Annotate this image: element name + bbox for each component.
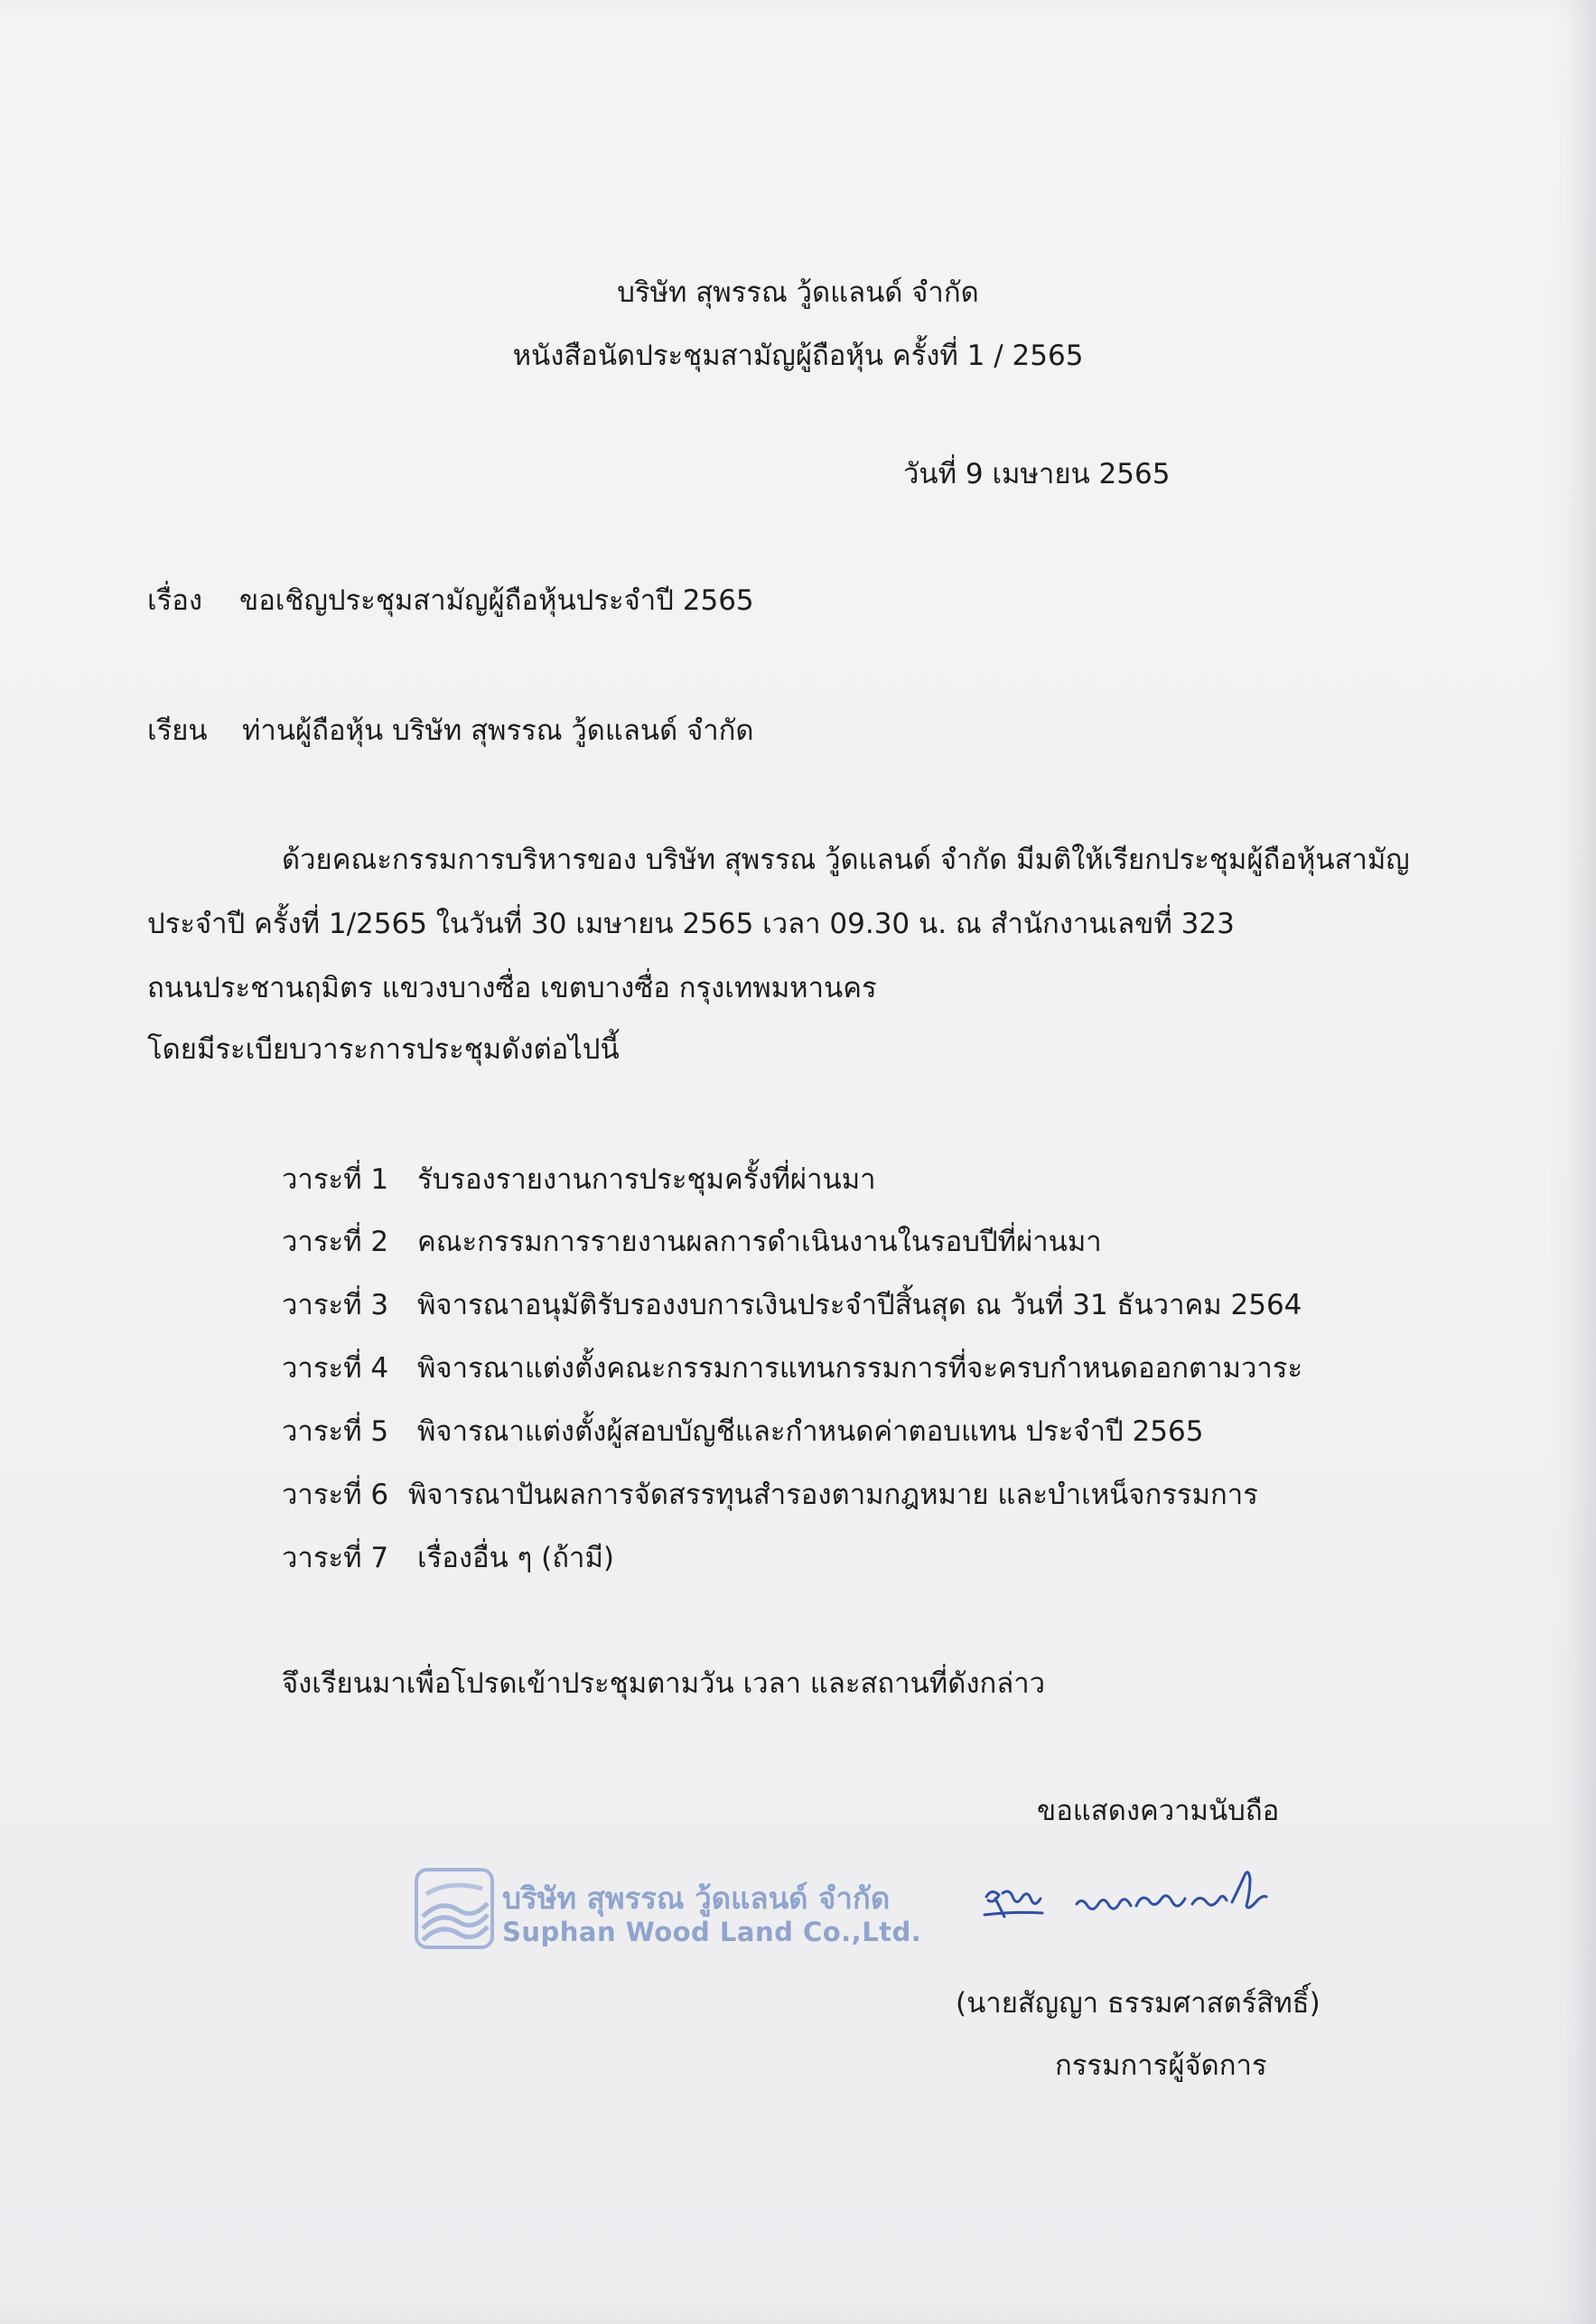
subject-text: ขอเชิญประชุมสามัญผู้ถือหุ้นประจำปี 2565 [239,584,754,617]
signatory-position: กรรมการผู้จัดการ [1055,2049,1267,2082]
closing-invitation: จึงเรียนมาเพื่อโปรดเข้าประชุมตามวัน เวลา และสถานที่ดังกล่าว [282,1667,1046,1700]
recipient-label: เรียน [147,714,208,747]
agenda-label-5: วาระที่ 5 [282,1415,389,1448]
body-line-3: ถนนประชานฤมิตร แขวงบางซื่อ เขตบางซื่อ กรุงเทพมหานคร [147,972,877,1004]
agenda-text-7: เรื่องอื่น ๆ (ถ้ามี) [417,1542,614,1574]
company-stamp [502,1881,921,1947]
agenda-label-6: วาระที่ 6 [282,1479,389,1511]
agenda-label-7: วาระที่ 7 [282,1542,389,1574]
stamp-english-name: Suphan Wood Land Co.,Ltd. [502,1917,922,1947]
document-date: วันที่ 9 เมษายน 2565 [903,458,1171,490]
agenda-text-6: พิจารณาปันผลการจัดสรรทุนสำรองตามกฎหมาย และบำเหน็จกรรมการ [408,1479,1258,1511]
notice-title: หนังสือนัดประชุมสามัญผู้ถือหุ้น ครั้งที่ 1 / 2565 [512,340,1084,372]
body-line-4: โดยมีระเบียบวาระการประชุมดังต่อไปนี้ [147,1033,620,1066]
recipient-text: ท่านผู้ถือหุ้น บริษัท สุพรรณ วู้ดแลนด์ จำกัด [242,714,754,747]
agenda-label-1: วาระที่ 1 [282,1163,389,1196]
agenda-text-2: คณะกรรมการรายงานผลการดำเนินงานในรอบปีที่ผ่านมา [417,1226,1102,1258]
agenda-text-3: พิจารณาอนุมัติรับรองงบการเงินประจำปีสิ้นสุด ณ วันที่ 31 ธันวาคม 2564 [417,1289,1302,1321]
agenda-label-2: วาระที่ 2 [282,1226,389,1258]
body-line-1: ด้วยคณะกรรมการบริหารของ บริษัท สุพรรณ วู้ดแลนด์ จำกัด มีมติให้เรียกประชุมผู้ถือหุ้นสามัญ [282,844,1410,876]
company-name: บริษัท สุพรรณ วู้ดแลนด์ จำกัด [617,276,979,309]
body-line-2: ประจำปี ครั้งที่ 1/2565 ในวันที่ 30 เมษายน 2565 เวลา 09.30 น. ณ สำนักงานเลขที่ 323 [147,908,1235,940]
signatory-name: (นายสัญญา ธรรมศาสตร์สิทธิ์) [956,1987,1321,2020]
company-stamp-logo-icon [414,1867,495,1950]
agenda-label-3: วาระที่ 3 [282,1289,389,1321]
agenda-text-4: พิจารณาแต่งตั้งคณะกรรมการแทนกรรมการที่จะครบกำหนดออกตามวาระ [417,1352,1303,1385]
closing-regards: ขอแสดงความนับถือ [1037,1795,1280,1827]
agenda-text-1: รับรองรายงานการประชุมครั้งที่ผ่านมา [417,1163,876,1196]
subject-label: เรื่อง [147,584,203,617]
handwritten-signature [977,1861,1275,1933]
agenda-text-5: พิจารณาแต่งตั้งผู้สอบบัญชีและกำหนดค่าตอบแทน ประจำปี 2565 [417,1415,1204,1448]
agenda-label-4: วาระที่ 4 [282,1352,389,1385]
stamp-thai-name: บริษัท สุพรรณ วู้ดแลนด์ จำกัด [502,1881,891,1916]
